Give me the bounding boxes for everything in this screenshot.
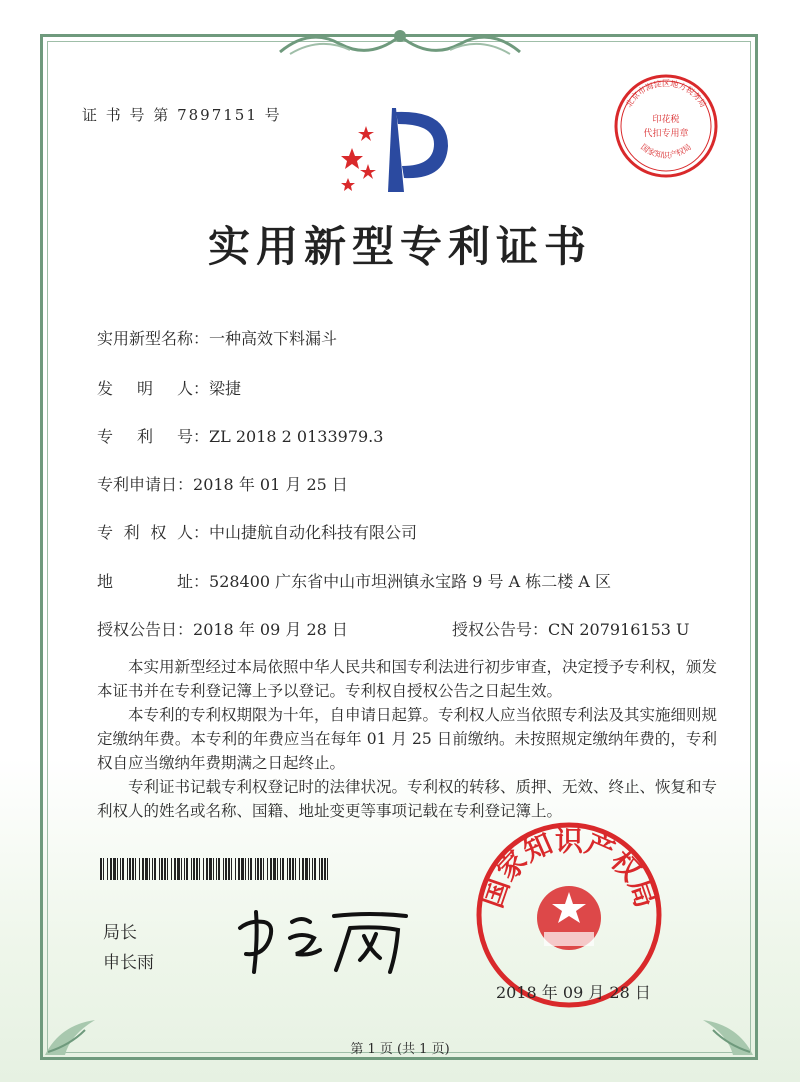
barcode-bar (295, 858, 296, 880)
barcode-bar (110, 858, 112, 880)
barcode-bar (184, 858, 185, 880)
barcode-bar (225, 858, 227, 880)
handwritten-signature (230, 898, 420, 978)
barcode-bar (305, 858, 308, 880)
barcode-bar (132, 858, 134, 880)
barcode-bar (209, 858, 212, 880)
barcode-bar (177, 858, 180, 880)
issue-date: 2018 年 09 月 28 日 (496, 983, 651, 1002)
svg-text:国家知识产权局: 国家知识产权局 (639, 142, 693, 160)
barcode-bar (164, 858, 166, 880)
barcode-bar (319, 858, 320, 880)
field-label: 专利申请日： (97, 475, 194, 494)
field-colon: ： (193, 427, 210, 446)
field-grant-number (452, 617, 690, 640)
label-char: 号 (176, 427, 193, 446)
barcode-bar (186, 858, 188, 880)
barcode-bar (289, 858, 291, 880)
barcode-bar (270, 858, 272, 880)
barcode-bar (280, 858, 281, 880)
barcode-bar (196, 858, 198, 880)
certificate-statement (97, 655, 717, 823)
field-label: 授权公告日： (97, 620, 194, 639)
barcode-bar (100, 858, 102, 880)
barcode-bar (324, 858, 326, 880)
barcode-bar (312, 858, 313, 880)
field-value: 中山捷航自动化科技有限公司 (209, 523, 418, 542)
barcode-bar (167, 858, 168, 880)
field-address (97, 569, 611, 592)
field-label (97, 376, 193, 399)
barcode-bar (273, 858, 276, 880)
barcode-bar (117, 858, 118, 880)
barcode-bar (129, 858, 131, 880)
barcode-bar (139, 858, 140, 880)
barcode-bar (314, 858, 316, 880)
svg-text:代扣专用章: 代扣专用章 (643, 129, 689, 139)
barcode-bar (161, 858, 163, 880)
barcode-bar (263, 858, 264, 880)
top-ornament (270, 22, 530, 62)
barcode-bar (327, 858, 328, 880)
barcode-bar (122, 858, 124, 880)
field-utility-model-name (97, 326, 337, 349)
barcode-bar (120, 858, 121, 880)
certificate-number: 证 书 号 第 7897151 号 (82, 106, 282, 124)
label-char: 发 (97, 379, 114, 398)
field-value: 梁捷 (209, 379, 242, 398)
paragraph: 本实用新型经过本局依照中华人民共和国专利法进行初步审查，决定授予专利权，颁发本证书并在专利登记簿上予以登记。专利权自授权公告之日起生效。 (97, 658, 718, 700)
barcode-bar (113, 858, 116, 880)
barcode-bar (193, 858, 195, 880)
paragraph: 本专利的专利权期限为十年，自申请日起算。专利权人应当依照专利法及其实施细则规定缴纳年费。本专利的年费应当在每年 01 月 25 日前缴纳。未按照规定缴纳年费的，专利权自应当缴纳年费期满之日起终止。 (97, 706, 718, 772)
svg-text:北京市海淀区地方税务局: 北京市海淀区地方税务局 (624, 79, 708, 109)
barcode-bar (191, 858, 192, 880)
barcode-bar (231, 858, 232, 880)
tax-stamp (612, 72, 720, 180)
barcode-bar (255, 858, 256, 880)
barcode-bar (287, 858, 288, 880)
barcode-bar (127, 858, 128, 880)
label-char: 利 (136, 427, 153, 446)
paragraph: 专利证书记载专利权登记时的法律状况。专利权的转移、质押、无效、终止、恢复和专利权人的姓名或名称、国籍、地址变更等事项记载在专利登记簿上。 (97, 778, 718, 820)
barcode (100, 858, 330, 880)
barcode-bar (152, 858, 153, 880)
barcode-bar (228, 858, 230, 880)
field-label: 实用新型名称： (97, 329, 210, 348)
barcode-bar (267, 858, 268, 880)
barcode-bar (292, 858, 294, 880)
label-char: 利 (123, 523, 140, 542)
label-char: 人 (176, 379, 193, 398)
field-patentee (97, 520, 417, 543)
barcode-bar (257, 858, 259, 880)
field-value: 2018 年 01 月 25 日 (193, 475, 348, 494)
field-value: ZL 2018 2 0133979.3 (209, 427, 384, 446)
barcode-bar (213, 858, 214, 880)
label-char: 址 (176, 572, 193, 591)
label-char: 专 (97, 523, 114, 542)
field-value: 一种高效下料漏斗 (209, 329, 338, 348)
barcode-bar (171, 858, 172, 880)
label-char: 权 (150, 523, 167, 542)
barcode-bar (302, 858, 304, 880)
page-footer: 第 1 页 (共 1 页) (350, 1042, 450, 1057)
field-label: 授权公告号： (452, 620, 549, 639)
barcode-bar (154, 858, 156, 880)
barcode-bar (218, 858, 220, 880)
field-filing-date (97, 472, 348, 495)
barcode-bar (107, 858, 108, 880)
barcode-bar (238, 858, 240, 880)
field-patent-number (97, 424, 383, 447)
barcode-bar (321, 858, 323, 880)
label-char: 明 (136, 379, 153, 398)
barcode-bar (260, 858, 262, 880)
field-value: 2018 年 09 月 28 日 (193, 620, 348, 639)
barcode-bar (309, 858, 310, 880)
barcode-bar (203, 858, 204, 880)
field-colon: ： (193, 523, 210, 542)
barcode-bar (181, 858, 182, 880)
sipo-emblem (330, 100, 460, 200)
barcode-bar (299, 858, 300, 880)
barcode-bar (277, 858, 278, 880)
field-value: CN 207916153 U (548, 620, 690, 639)
field-inventor (97, 376, 241, 399)
barcode-bar (159, 858, 160, 880)
barcode-bar (235, 858, 236, 880)
barcode-bar (250, 858, 252, 880)
barcode-bar (145, 858, 148, 880)
label-char: 人 (176, 523, 193, 542)
field-value: 528400 广东省中山市坦洲镇永宝路 9 号 A 栋二楼 A 区 (209, 572, 611, 591)
label-char: 地 (97, 572, 114, 591)
barcode-bar (248, 858, 249, 880)
label-char: 专 (97, 427, 114, 446)
field-label (97, 520, 193, 543)
svg-text:国家知识产权局: 国家知识产权局 (475, 824, 663, 912)
barcode-bar (142, 858, 144, 880)
barcode-bar (149, 858, 150, 880)
certificate-title: 实用新型专利证书 (207, 222, 592, 271)
barcode-bar (223, 858, 224, 880)
field-label (97, 424, 193, 447)
field-grant-date (97, 617, 348, 640)
barcode-bar (241, 858, 244, 880)
barcode-bar (216, 858, 217, 880)
barcode-bar (245, 858, 246, 880)
signatory-title: 局长 (103, 923, 137, 943)
barcode-bar (135, 858, 136, 880)
barcode-bar (103, 858, 104, 880)
barcode-bar (174, 858, 176, 880)
svg-text:印花税: 印花税 (652, 115, 680, 125)
field-colon: ： (193, 379, 210, 398)
barcode-bar (199, 858, 200, 880)
field-label (97, 569, 193, 592)
field-colon: ： (193, 572, 210, 591)
barcode-bar (206, 858, 208, 880)
signatory-name: 申长雨 (103, 953, 154, 973)
barcode-bar (282, 858, 284, 880)
